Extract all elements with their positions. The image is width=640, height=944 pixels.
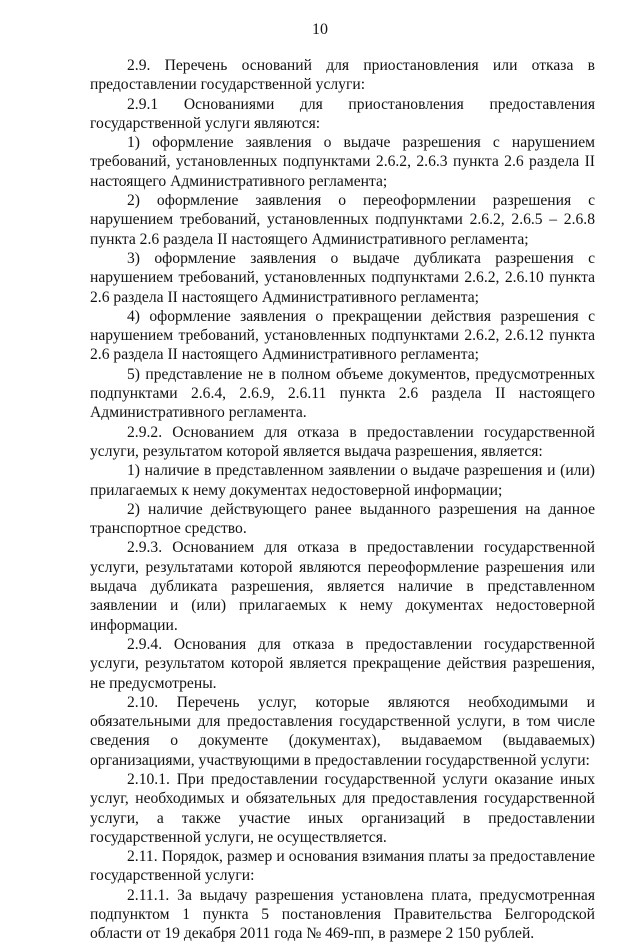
paragraph-2-9: 2.9. Перечень оснований для приостановления или отказа в предоставлении государственной услуги: bbox=[90, 57, 595, 94]
document-body bbox=[90, 56, 595, 944]
paragraph-2-10-1: 2.10.1. При предоставлении государственной услуги оказание иных услуг, необходимых и обязательных для предоставления государственной услуги, а также участие иных организаций в предоставлении государственной услуги, не осуществляется. bbox=[90, 770, 595, 846]
page-number: 10 bbox=[312, 21, 328, 38]
list-item-suspension-1: 1) оформление заявления о выдаче разрешения с нарушением требований, установленных подпунктами 2.6.2, 2.6.3 пункта 2.6 раздела II настоящего Административного регламента; bbox=[90, 134, 595, 190]
list-item-suspension-2: 2) оформление заявления о переоформлении разрешения с нарушением требований, установленных подпунктами 2.6.2, 2.6.5 – 2.6.8 пункта 2.6 раздела II настоящего Административного регламента; bbox=[90, 192, 595, 248]
paragraph-2-9-1: 2.9.1 Основаниями для приостановления предоставления государственной услуги являются: bbox=[90, 95, 595, 132]
paragraph-2-9-2: 2.9.2. Основанием для отказа в предоставлении государственной услуги, результатом которой является выдача разрешения, является: bbox=[90, 423, 595, 460]
paragraph-2-10: 2.10. Перечень услуг, которые являются необходимыми и обязательными для предоставления государственной услуги, в том числе сведения о документе (документах), выдаваемом (выдаваемых) организациями, участвующими в предоставлении государственной услуги: bbox=[90, 693, 595, 769]
paragraph-2-11-1: 2.11.1. За выдачу разрешения установлена плата, предусмотренная подпунктом 1 пункта 5 постановления Правительства Белгородской области от 19 декабря 2011 года № 469-пп, в размере 2 150 рублей. bbox=[90, 886, 595, 943]
paragraph-2-11: 2.11. Порядок, размер и основания взимания платы за предоставление государственной услуги: bbox=[90, 848, 595, 885]
list-item-suspension-3: 3) оформление заявления о выдаче дубликата разрешения с нарушением требований, установленных подпунктами 2.6.2, 2.6.10 пункта 2.6 раздела II настоящего Административного регламента; bbox=[90, 249, 595, 306]
paragraph-2-9-3: 2.9.3. Основанием для отказа в предоставлении государственной услуги, результатами которой являются переоформление разрешения или выдача дубликата разрешения, является наличие в представленном заявлении и (или) прилагаемых к нему документах недостоверной информации. bbox=[90, 539, 595, 634]
list-item-refusal-2: 2) наличие действующего ранее выданного разрешения на данное транспортное средство. bbox=[90, 500, 595, 538]
list-item-refusal-1: 1) наличие в представленном заявлении о выдаче разрешения и (или) прилагаемых к нему документах недостоверной информации; bbox=[90, 462, 595, 499]
list-item-suspension-4: 4) оформление заявления о прекращении действия разрешения с нарушением требований, установленных подпунктами 2.6.2, 2.6.12 пункта 2.6 раздела II настоящего Административного регламента; bbox=[90, 307, 595, 364]
list-item-suspension-5: 5) представление не в полном объеме документов, предусмотренных подпунктами 2.6.4, 2.6.9, 2.6.11 пункта 2.6 раздела II настоящего Административного регламента. bbox=[90, 365, 595, 422]
paragraph-2-9-4: 2.9.4. Основания для отказа в предоставлении государственной услуги, результатом которой является прекращение действия разрешения, не предусмотрены. bbox=[90, 635, 595, 692]
